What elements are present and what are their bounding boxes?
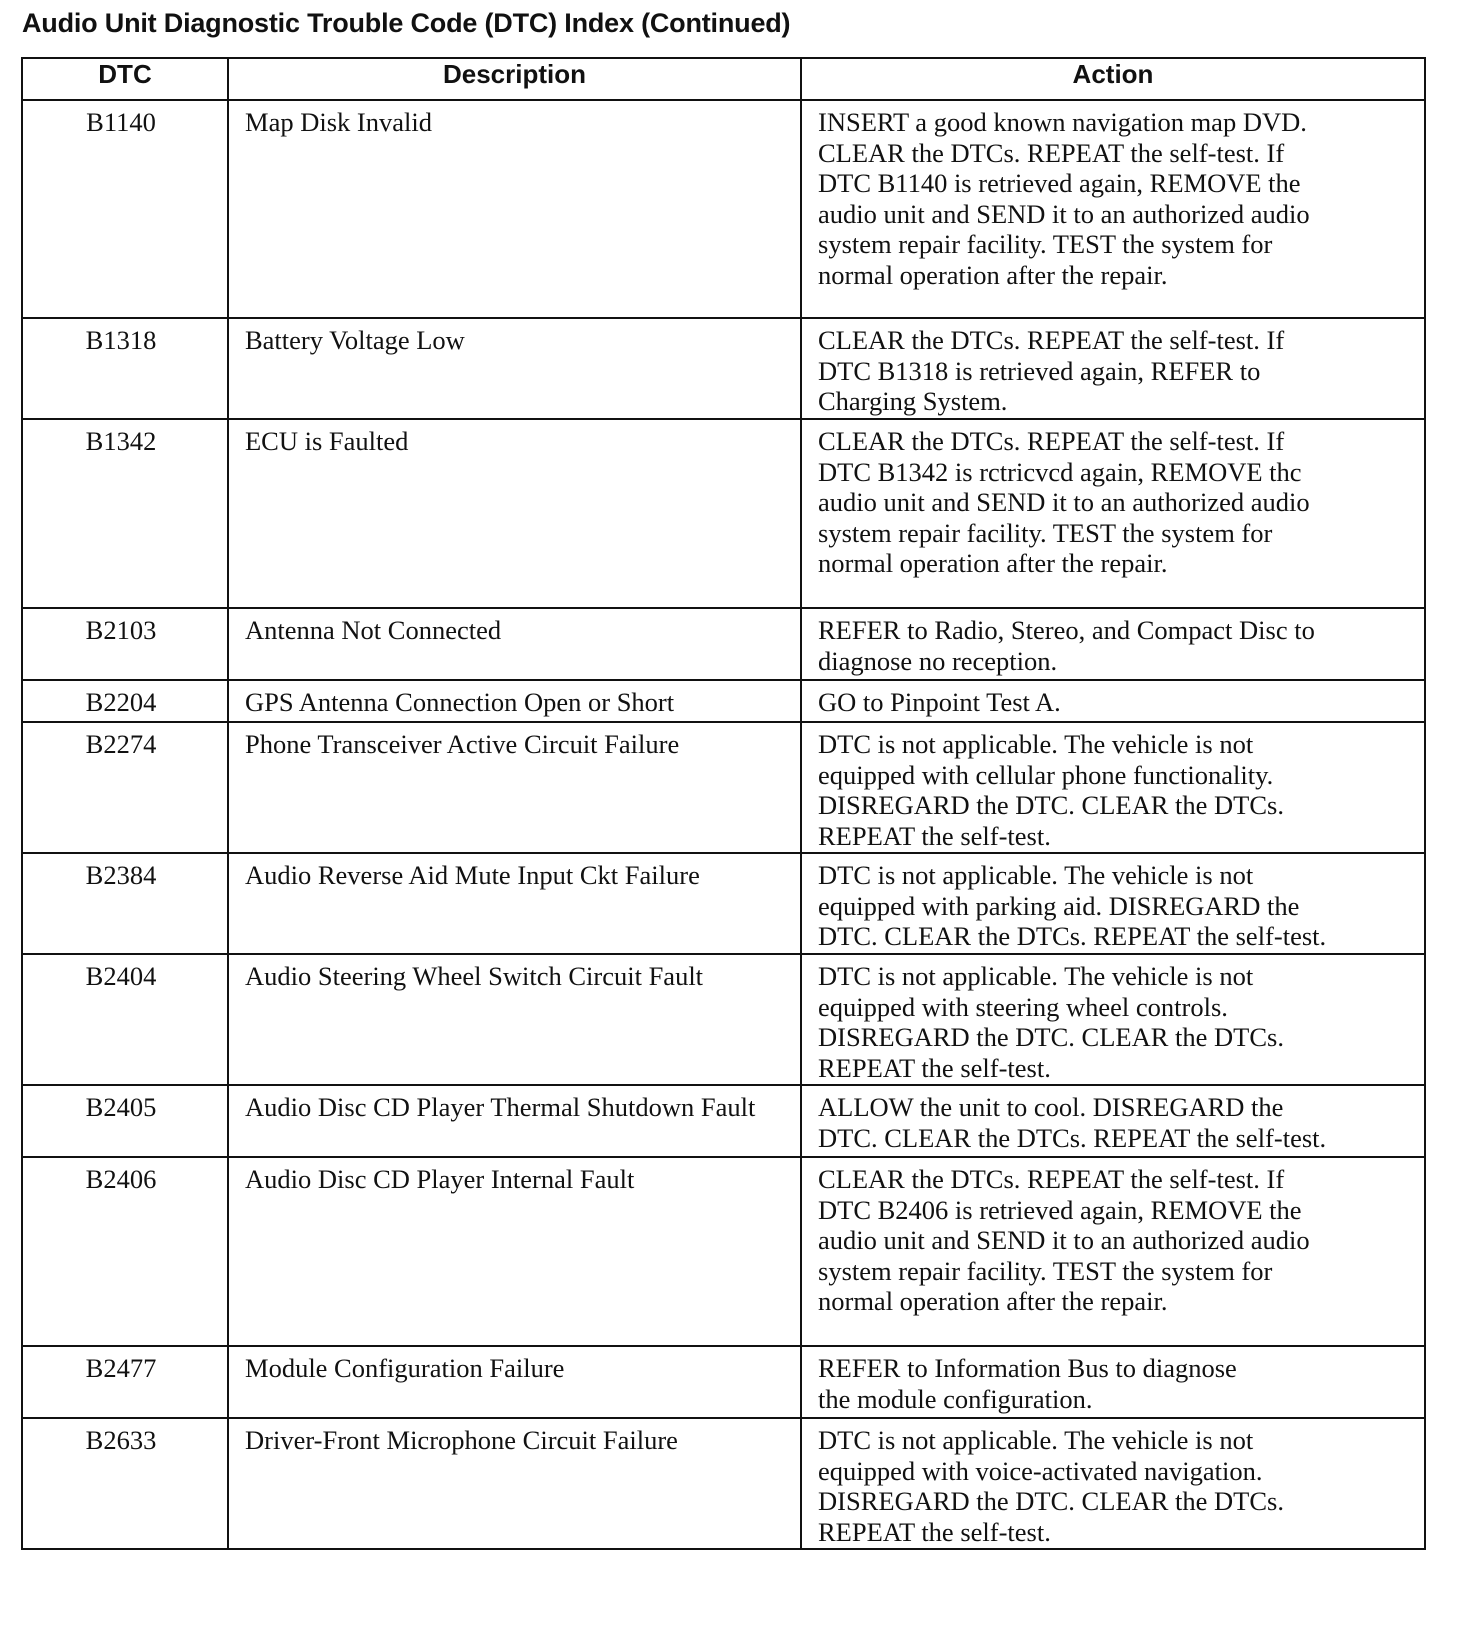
table-row [22,954,1425,1085]
table-row [22,318,1425,419]
table-row [22,1418,1425,1549]
table-row [22,1346,1425,1418]
action-line: DTC B1140 is retrieved again, REMOVE the [818,168,1301,198]
dtc-description: Audio Disc CD Player Internal Fault [228,1157,801,1346]
dtc-description: ECU is Faulted [228,419,801,608]
action-line: DTC B1342 is rctricvcd again, REMOVE thc [818,456,1302,487]
action-line: system repair facility. TEST the system for [818,517,1273,548]
dtc-description: Audio Reverse Aid Mute Input Ckt Failure [228,853,801,954]
dtc-action [801,1346,1425,1418]
action-line: equipped with parking aid. DISREGARD the [818,890,1300,921]
dtc-action [801,853,1425,954]
dtc-code: B1318 [22,318,228,419]
action-line: DTC B1318 is retrieved again, REFER to [818,355,1261,386]
dtc-code: B2384 [22,853,228,954]
action-line: DTC is not applicable. The vehicle is not [818,860,1254,890]
action-line: equipped with voice-activated navigation. [818,1455,1263,1486]
dtc-action [801,419,1425,608]
action-line: DTC is not applicable. The vehicle is not [818,1425,1254,1455]
action-line: DTC is not applicable. The vehicle is not [818,961,1254,991]
action-line: CLEAR the DTCs. REPEAT the self-test. If [818,1164,1285,1194]
action-line: Charging System. [818,386,1008,416]
table-row [22,853,1425,954]
dtc-code: B2204 [22,680,228,722]
table-row [22,100,1425,318]
dtc-action [801,100,1425,318]
dtc-code: B2404 [22,954,228,1085]
action-line: CLEAR the DTCs. REPEAT the self-test. If [818,137,1285,168]
dtc-action [801,318,1425,419]
dtc-description: Map Disk Invalid [228,100,801,318]
action-line: REPEAT the self-test. [818,1052,1051,1083]
action-line: REPEAT the self-test. [818,1516,1051,1547]
action-line: DISREGARD the DTC. CLEAR the DTCs. [818,1022,1284,1052]
page-title: Audio Unit Diagnostic Trouble Code (DTC) Index (Continued) [22,8,791,38]
action-line: diagnose no reception. [818,645,1058,676]
dtc-action [801,1085,1425,1157]
action-line: normal operation after the repair. [818,548,1168,578]
action-line: INSERT a good known navigation map DVD. [818,107,1307,137]
action-line: audio unit and SEND it to an authorized audio [818,1225,1310,1255]
table-row [22,680,1425,722]
column-header-description: Description [228,58,801,100]
action-line: ALLOW the unit to cool. DISREGARD the [818,1092,1284,1122]
action-line: normal operation after the repair. [818,259,1168,290]
action-line: audio unit and SEND it to an authorized audio [818,198,1310,229]
dtc-action [801,680,1425,722]
dtc-action [801,954,1425,1085]
dtc-description: Module Configuration Failure [228,1346,801,1418]
dtc-description: Driver-Front Microphone Circuit Failure [228,1418,801,1549]
dtc-description: Battery Voltage Low [228,318,801,419]
column-header-action: Action [801,58,1425,100]
column-header-dtc: DTC [22,58,228,100]
dtc-code: B2406 [22,1157,228,1346]
action-line: DTC B2406 is retrieved again, REMOVE the [818,1194,1302,1225]
action-line: DTC. CLEAR the DTCs. REPEAT the self-test. [818,921,1327,951]
dtc-action [801,722,1425,853]
dtc-description: Audio Steering Wheel Switch Circuit Fault [228,954,801,1085]
dtc-description: Phone Transceiver Active Circuit Failure [228,722,801,853]
action-line: GO to Pinpoint Test A. [818,687,1061,717]
dtc-description: Audio Disc CD Player Thermal Shutdown Fault [228,1085,801,1157]
dtc-code: B1342 [22,419,228,608]
dtc-action [801,608,1425,680]
table-header-row [22,58,1425,100]
action-line: system repair facility. TEST the system for [818,1255,1273,1286]
dtc-action [801,1157,1425,1346]
table-row [22,1085,1425,1157]
action-line: CLEAR the DTCs. REPEAT the self-test. If [818,426,1285,456]
action-line: system repair facility. TEST the system for [818,229,1273,259]
action-line: normal operation after the repair. [818,1286,1168,1316]
action-line: DISREGARD the DTC. CLEAR the DTCs. [818,1486,1284,1516]
action-line: DISREGARD the DTC. CLEAR the DTCs. [818,790,1284,820]
action-line: REFER to Radio, Stereo, and Compact Disc to [818,615,1315,645]
dtc-code: B1140 [22,100,228,318]
table-row [22,419,1425,608]
action-line: the module configuration. [818,1383,1093,1414]
action-line: REFER to Information Bus to diagnose [818,1353,1237,1383]
table-row [22,608,1425,680]
table-row [22,722,1425,853]
action-line: DTC. CLEAR the DTCs. REPEAT the self-test. [818,1122,1327,1153]
action-line: REPEAT the self-test. [818,820,1051,851]
action-line: audio unit and SEND it to an authorized audio [818,487,1310,517]
dtc-code: B2274 [22,722,228,853]
action-line: equipped with cellular phone functionality. [818,759,1274,790]
dtc-description: Antenna Not Connected [228,608,801,680]
dtc-index-table [21,57,1426,1550]
dtc-code: B2405 [22,1085,228,1157]
action-line: equipped with steering wheel controls. [818,991,1228,1022]
action-line: CLEAR the DTCs. REPEAT the self-test. If [818,325,1285,355]
dtc-description: GPS Antenna Connection Open or Short [228,680,801,722]
dtc-code: B2633 [22,1418,228,1549]
dtc-action [801,1418,1425,1549]
dtc-code: B2477 [22,1346,228,1418]
table-row [22,1157,1425,1346]
dtc-code: B2103 [22,608,228,680]
action-line: DTC is not applicable. The vehicle is not [818,729,1254,759]
